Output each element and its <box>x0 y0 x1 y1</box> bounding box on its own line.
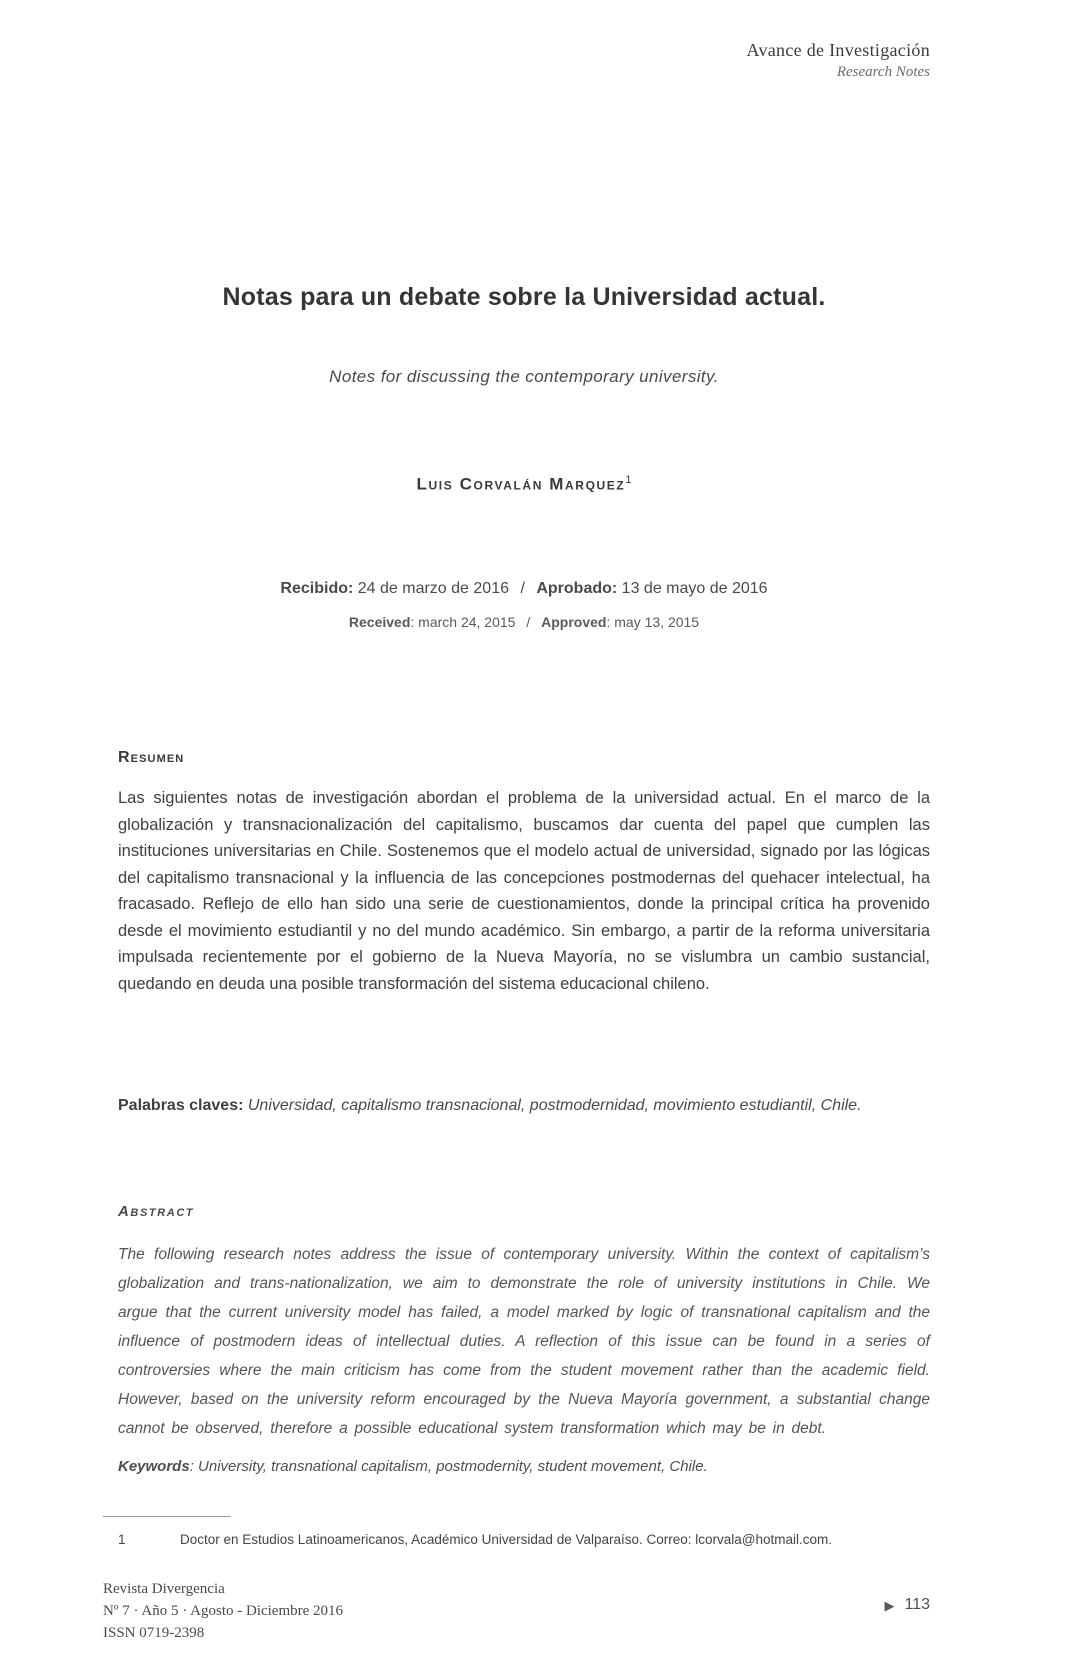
article-title: Notas para un debate sobre la Universidad actual. <box>222 283 826 311</box>
received-label-es: Recibido: <box>280 580 354 597</box>
dates-separator-en: / <box>526 614 531 630</box>
approved-label-en: Approved <box>541 614 607 630</box>
abstract-heading: Abstract <box>118 1203 195 1220</box>
header <box>747 40 931 81</box>
dates-english <box>118 614 930 630</box>
received-date-en: march 24, 2015 <box>418 614 516 630</box>
footnote-ref-marker: 1 <box>625 474 632 486</box>
abstract-paragraph: The following research notes address the issue of contemporary university. Within the context of capitalism’s globalization and trans-nationalization, we aim to demonstrate the role of university institutions in Chile. We argue that the current university model has failed, a model marked by logic of transnational capitalism and the influence of postmodern ideas of intellectual duties. A reflection of this issue can be found in a series of controversies where the main criticism has come from the student movement rather than the academic field. However, based on the university reform encouraged by the Nueva Mayoría government, a substantial change cannot be observed, therefore a possible educational system transformation which may be in debt. <box>118 1246 930 1437</box>
journal-issn: ISSN 0719-2398 <box>103 1625 205 1641</box>
dates-spanish <box>118 580 930 598</box>
palabras-claves-label: Palabras claves: <box>118 1097 244 1114</box>
author-name-text: Luis Corvalán Marquez <box>416 474 626 494</box>
author-name <box>118 474 930 495</box>
keywords-colon: : <box>189 1458 194 1475</box>
journal-name: Revista Divergencia <box>103 1581 225 1597</box>
approved-label-es: Aprobado: <box>536 580 618 597</box>
palabras-claves-list: Universidad, capitalismo transnacional, postmodernidad, movimiento estudiantil, Chile. <box>247 1097 862 1114</box>
keywords-list: University, transnational capitalism, postmodernity, student movement, Chile. <box>198 1458 708 1475</box>
received-label-en: Received <box>348 614 411 630</box>
approved-date-en: may 13, 2015 <box>614 614 700 630</box>
keywords-label: Keywords <box>118 1458 190 1475</box>
page-number: 113 <box>904 1596 930 1613</box>
article-title-translated: Notes for discussing the contemporary university. <box>329 367 719 386</box>
footnote <box>118 1532 930 1547</box>
journal-footer <box>103 1578 343 1644</box>
footnote-divider <box>103 1516 231 1517</box>
keywords-line <box>118 1458 930 1475</box>
received-colon-en: : <box>410 614 415 630</box>
resumen-paragraph: Las siguientes notas de investigación abordan el problema de la universidad actual. En el marco de la globalización y transnacionalización del capitalismo, buscamos dar cuenta del papel que cumplen las instituciones universitarias en Chile. Sostenemos que el modelo actual de universidad, signado por las lógicas del capitalismo transnacional y la influencia de las concepciones postmodernas del quehacer intelectual, ha fracasado. Reflejo de ello han sido una serie de cuestionamientos, donde la principal crítica ha provenido desde el movimiento estudiantil y no del mundo académico. Sin embargo, a partir de la reforma universitaria impulsada recientemente por el gobierno de la Nueva Mayoría, no se vislumbra un cambio sustancial, quedando en deuda una posible transformación del sistema educacional chileno. <box>118 789 930 993</box>
received-date-es: 24 de marzo de 2016 <box>357 580 509 597</box>
palabras-claves-line <box>118 1097 930 1115</box>
section-kicker-translated: Research Notes <box>836 64 930 80</box>
footnote-number: 1 <box>118 1532 126 1547</box>
approved-colon-en: : <box>606 614 611 630</box>
resumen-heading: Resumen <box>118 749 185 766</box>
footnote-text: Doctor en Estudios Latinoamericanos, Académico Universidad de Valparaíso. Correo: lcorvala@hotmail.com. <box>180 1532 833 1547</box>
journal-issue: Nº 7 · Año 5 · Agosto - Diciembre 2016 <box>103 1603 344 1619</box>
dates-separator: / <box>520 580 525 597</box>
section-kicker: Avance de Investigación <box>746 40 930 60</box>
page-marker-icon: ▶ <box>884 1597 895 1613</box>
page-number-block <box>884 1596 930 1614</box>
approved-date-es: 13 de mayo de 2016 <box>621 580 768 597</box>
